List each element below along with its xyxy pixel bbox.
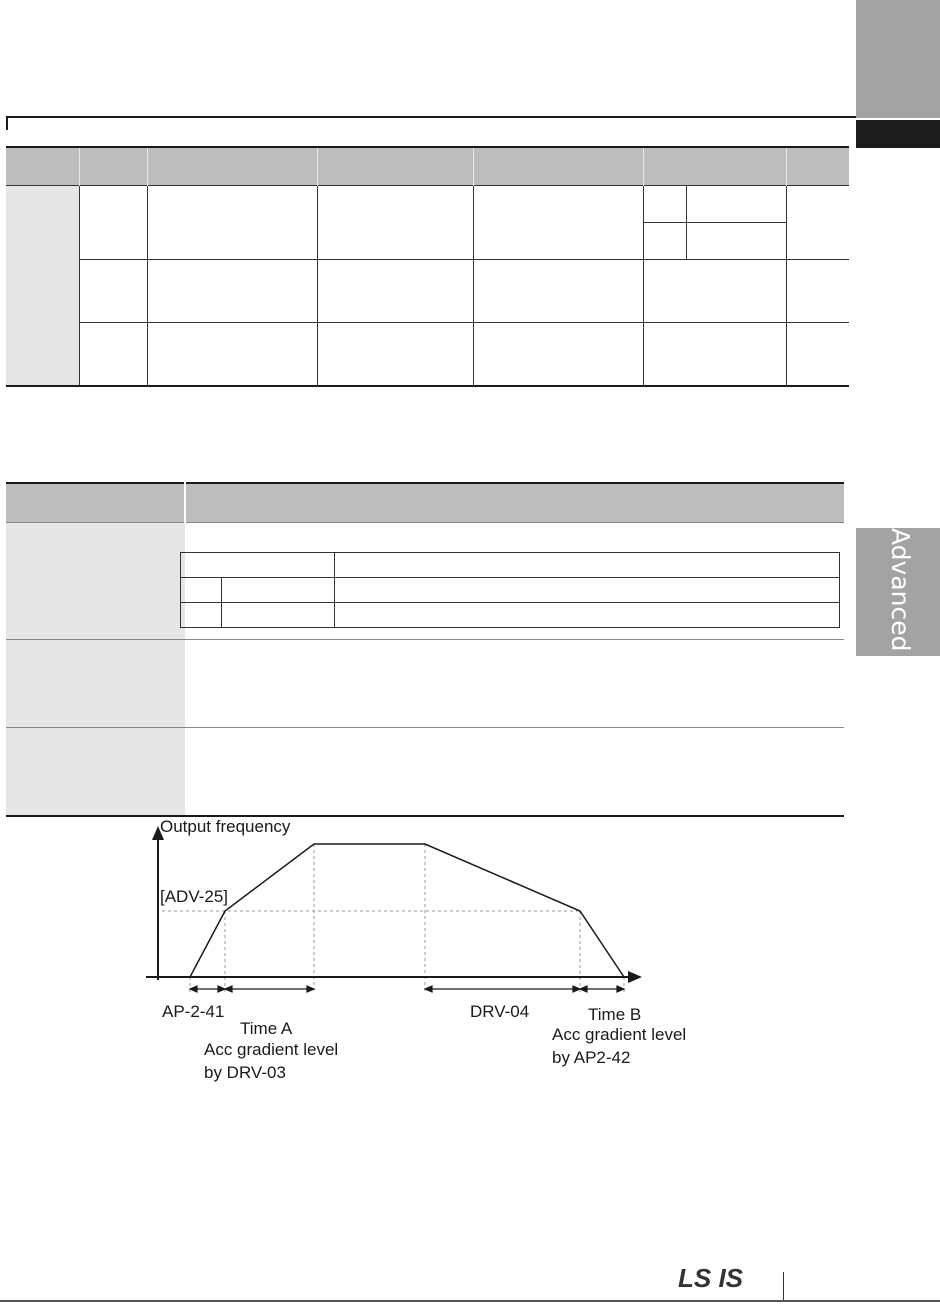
interval-label-ap241: AP-2-41 <box>162 1002 225 1021</box>
interval-note-time-a-1: Acc gradient level <box>204 1040 339 1059</box>
grid <box>162 844 624 993</box>
interval-note-time-b-1: Acc gradient level <box>552 1025 687 1044</box>
interval-note-time-a-2: by DRV-03 <box>204 1063 286 1082</box>
x-axis-arrow <box>628 971 642 983</box>
brand-logo <box>676 1262 766 1294</box>
interval-label-time-a: Time A <box>240 1019 293 1038</box>
y-axis-label: Output frequency <box>160 817 291 836</box>
interval-label-drv04: DRV-04 <box>470 1002 530 1021</box>
chapter-tab-label: Advanced Features <box>886 528 915 767</box>
interval-label-time-b: Time B <box>588 1005 642 1024</box>
level-label: [ADV-25] <box>160 887 229 906</box>
interval-arrows <box>190 986 624 992</box>
footer-rule <box>0 1300 940 1302</box>
footer-divider <box>783 1272 784 1300</box>
brand-logo-text: LS IS <box>678 1263 744 1293</box>
interval-note-time-b-2: by AP2-42 <box>552 1048 631 1067</box>
